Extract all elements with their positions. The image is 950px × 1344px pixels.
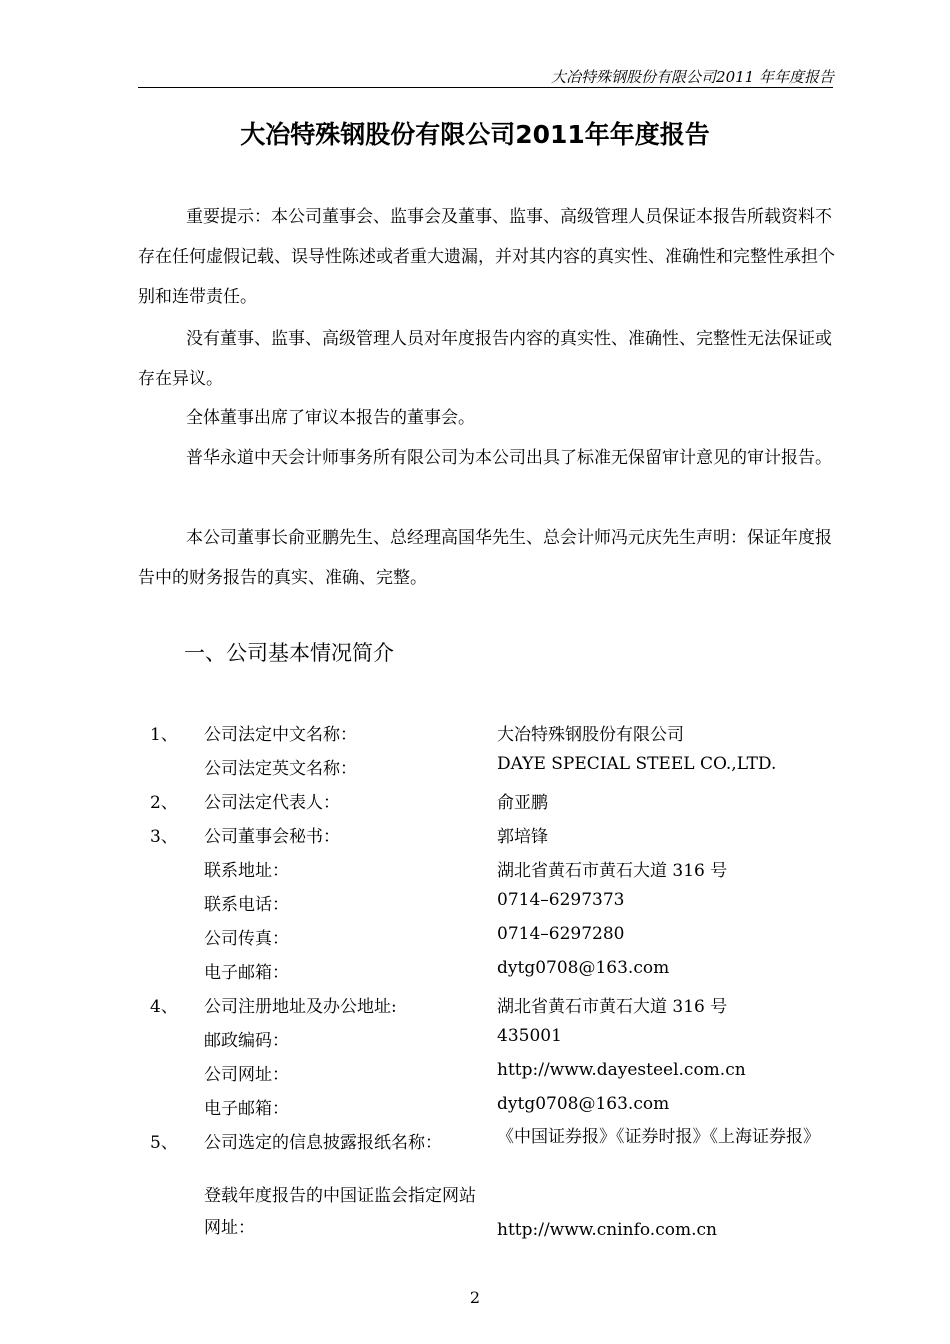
- info-label: 联系地址：: [204, 861, 289, 881]
- info-label: 公司注册地址及办公地址:: [204, 997, 397, 1017]
- info-label: 公司董事会秘书：: [204, 827, 340, 847]
- info-value: 0714–6297280: [497, 924, 625, 944]
- info-row: [0, 992, 950, 1026]
- info-row: [0, 788, 950, 822]
- info-row: [0, 924, 950, 958]
- item-number: 2、: [150, 793, 178, 813]
- info-label: 公司法定代表人：: [204, 793, 340, 813]
- info-value: dytg0708@163.com: [497, 958, 670, 978]
- info-value: http://www.cninfo.com.cn: [497, 1220, 717, 1240]
- info-row: [0, 890, 950, 924]
- info-value: http://www.dayesteel.com.cn: [497, 1060, 746, 1080]
- info-label: 邮政编码：: [204, 1031, 289, 1051]
- info-row: [0, 720, 950, 754]
- info-row: [0, 754, 950, 788]
- info-value: 大冶特殊钢股份有限公司: [497, 725, 684, 745]
- info-value: 《中国证券报》《证券时报》《上海证券报》: [497, 1127, 820, 1147]
- paragraph-important-notice: 重要提示：本公司董事会、监事会及董事、监事、高级管理人员保证本报告所载资料不存在任何虚假记载、误导性陈述或者重大遗漏，并对其内容的真实性、准确性和完整性承担个别和连带责任。: [138, 207, 835, 307]
- document-title: 大冶特殊钢股份有限公司2011年年度报告: [240, 120, 710, 149]
- item-number: 1、: [150, 725, 178, 745]
- info-label: 公司法定中文名称：: [204, 725, 357, 745]
- info-row: [0, 1060, 950, 1094]
- info-label: 电子邮箱：: [204, 1099, 289, 1119]
- header-divider: [138, 87, 833, 88]
- info-row: [0, 822, 950, 856]
- item-number: 3、: [150, 827, 178, 847]
- info-label: 公司传真：: [204, 929, 289, 949]
- paragraph-executive-statement: 本公司董事长俞亚鹏先生、总经理高国华先生、总会计师冯元庆先生声明：保证年度报告中的财务报告的真实、准确、完整。: [138, 528, 832, 588]
- page-number: 2: [469, 1288, 481, 1307]
- info-label: 公司法定英文名称：: [204, 759, 357, 779]
- info-row: [0, 1188, 950, 1248]
- info-value: 湖北省黄石市黄石大道 316 号: [497, 997, 728, 1017]
- info-value: 俞亚鹏: [497, 793, 548, 813]
- info-value: DAYE SPECIAL STEEL CO.,LTD.: [497, 754, 777, 774]
- info-label: 公司选定的信息披露报纸名称：: [204, 1133, 442, 1153]
- paragraph-no-objection: 没有董事、监事、高级管理人员对年度报告内容的真实性、准确性、完整性无法保证或存在异议。: [138, 329, 832, 389]
- running-header: 大冶特殊钢股份有限公司2011 年年度报告: [551, 68, 834, 86]
- info-label: 联系电话：: [204, 895, 289, 915]
- info-row: [0, 958, 950, 992]
- paragraph-auditor-opinion: 普华永道中天会计师事务所有限公司为本公司出具了标准无保留审计意见的审计报告。: [186, 448, 832, 468]
- item-number: 4、: [150, 997, 178, 1017]
- info-row: [0, 1128, 950, 1162]
- info-row: [0, 1026, 950, 1060]
- info-value: 郭培锋: [497, 827, 548, 847]
- info-value: 435001: [497, 1026, 562, 1046]
- info-row: [0, 856, 950, 890]
- info-value: 0714–6297373: [497, 890, 625, 910]
- section-title: 一、公司基本情况简介: [184, 641, 394, 665]
- info-value: dytg0708@163.com: [497, 1094, 670, 1114]
- paragraph-board-attendance: 全体董事出席了审议本报告的董事会。: [186, 408, 475, 428]
- info-label: 登载年度报告的中国证监会指定网站网址：: [204, 1186, 476, 1238]
- info-label: 公司网址：: [204, 1065, 289, 1085]
- info-value: 湖北省黄石市黄石大道 316 号: [497, 861, 728, 881]
- info-label: 电子邮箱：: [204, 963, 289, 983]
- item-number: 5、: [150, 1133, 178, 1153]
